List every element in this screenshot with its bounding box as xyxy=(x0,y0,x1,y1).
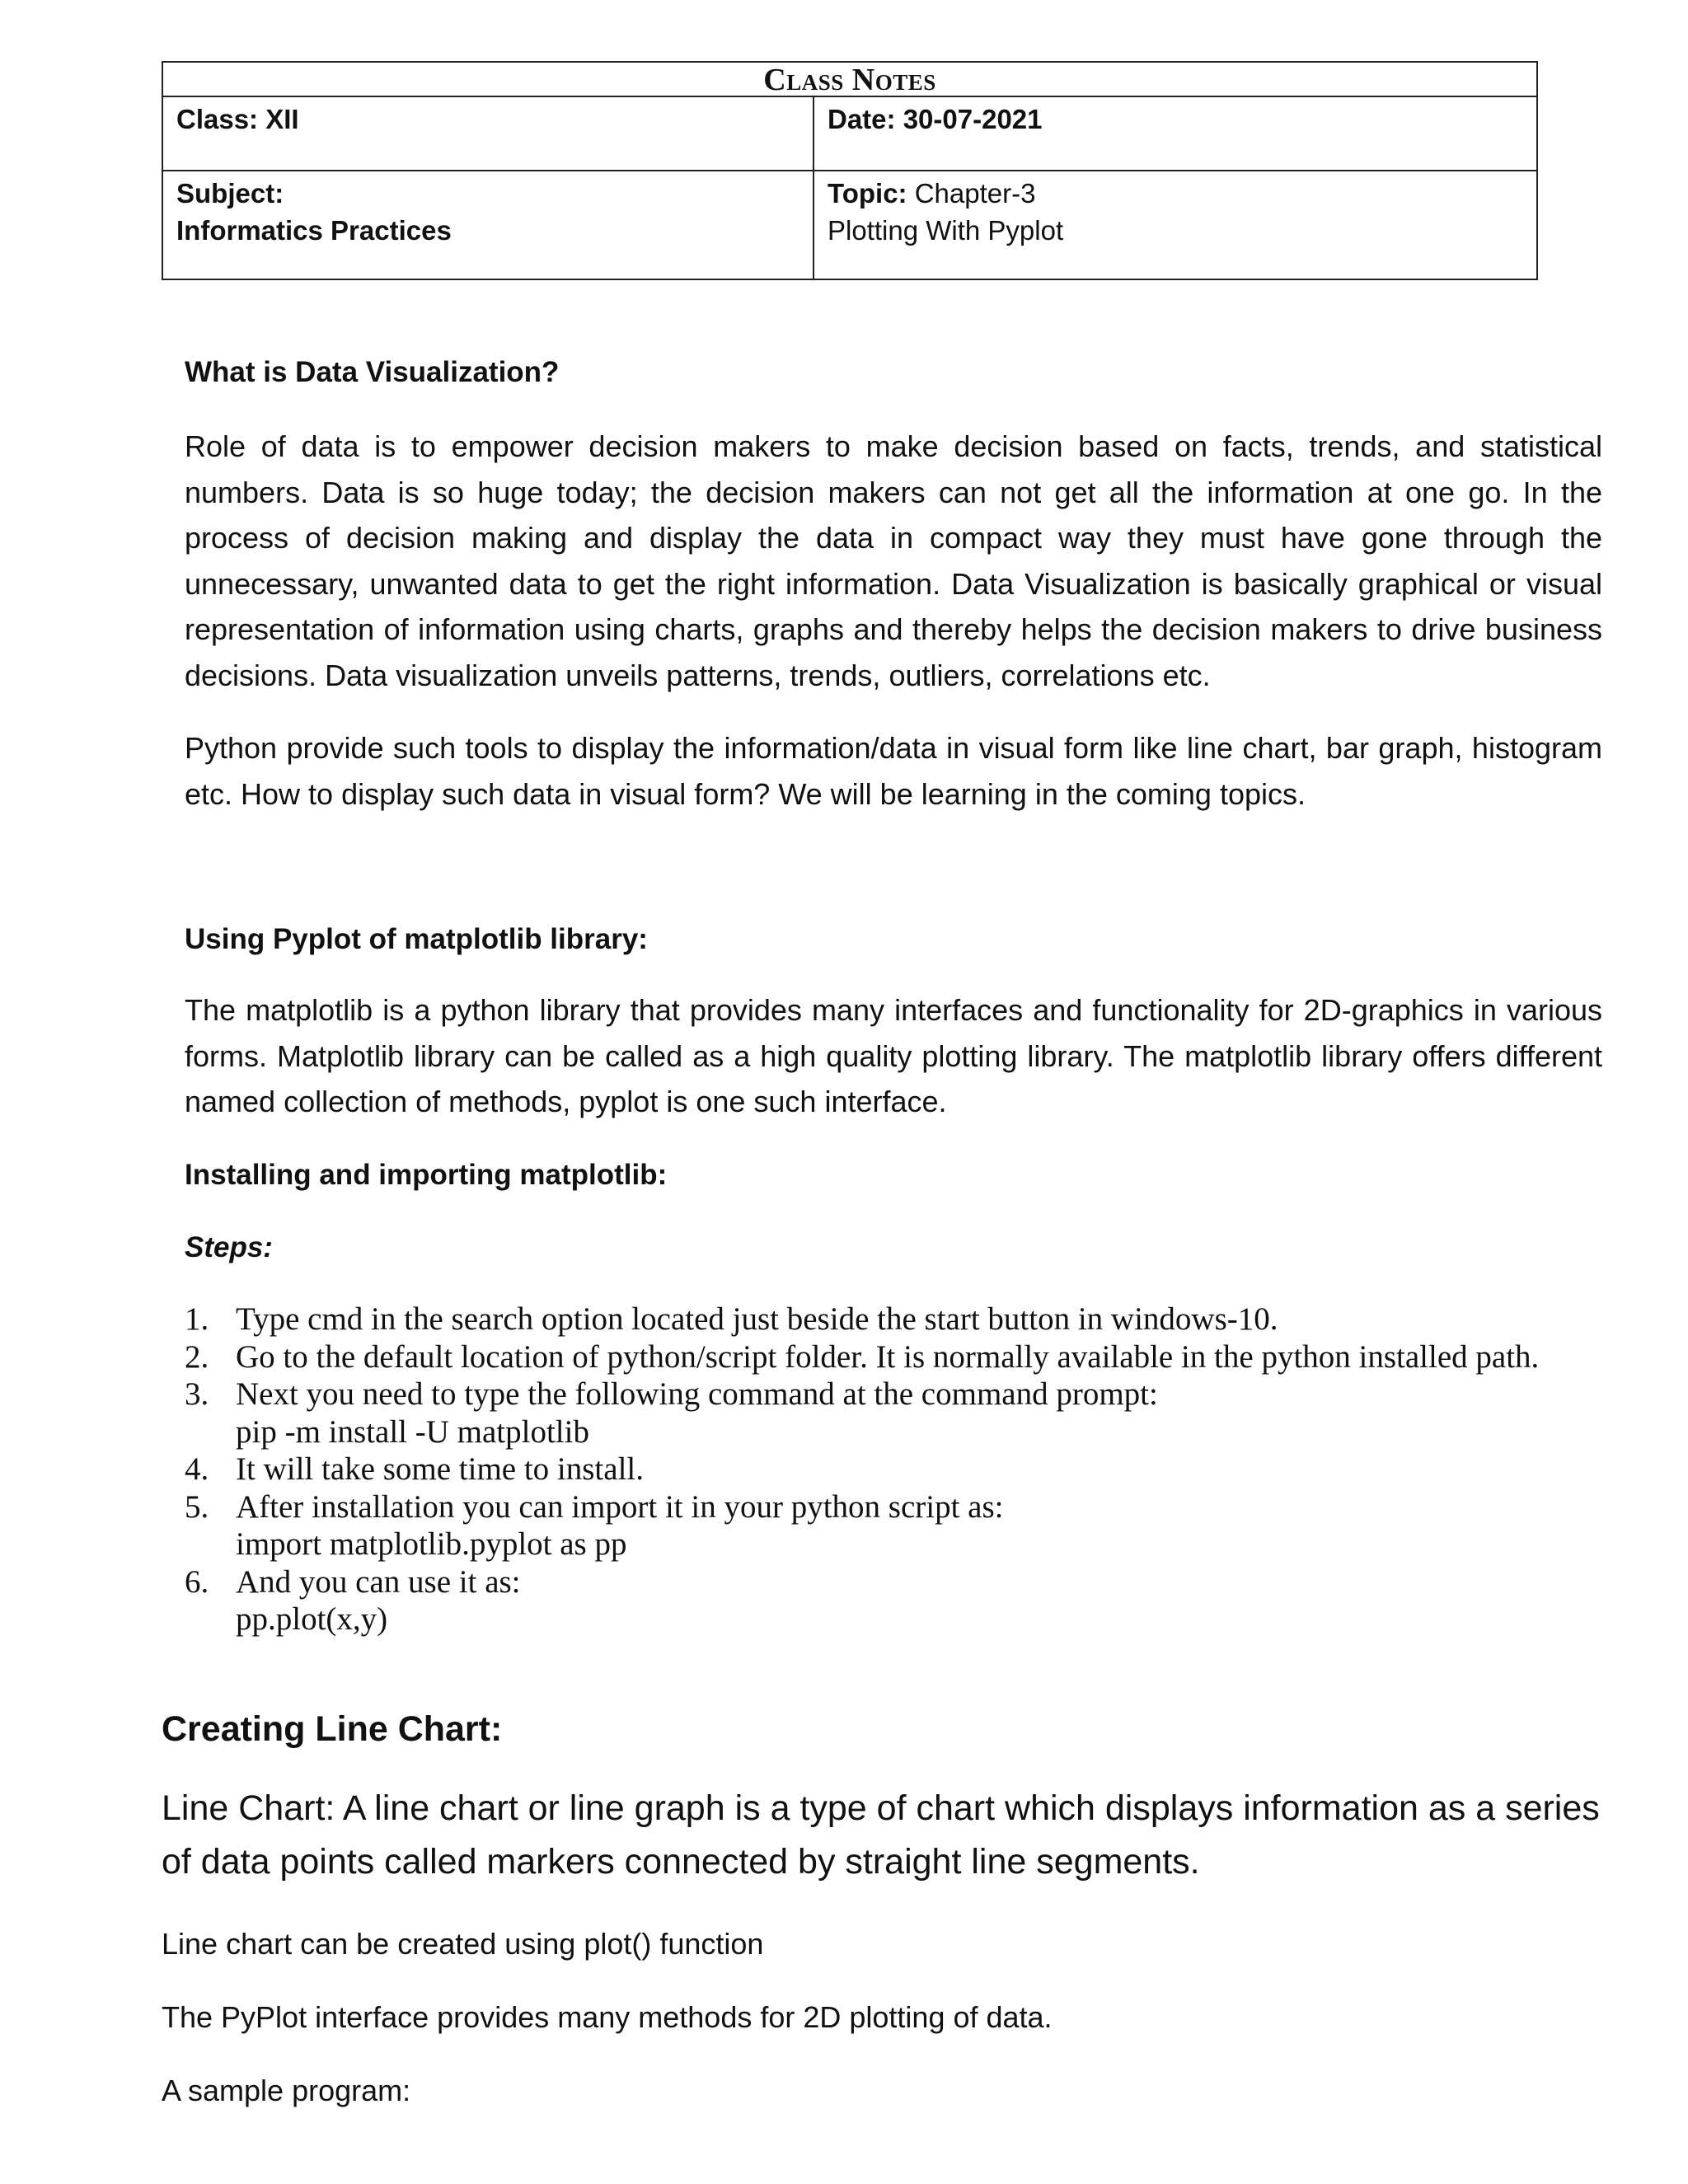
section-heading-pyplot: Using Pyplot of matplotlib library: xyxy=(185,923,648,955)
list-item xyxy=(185,1563,1539,1638)
subject-cell xyxy=(163,171,814,279)
step-number: 2. xyxy=(185,1338,209,1375)
class-label: Class: xyxy=(176,104,259,134)
data-visualization-paragraph: Role of data is to empower decision makers to make decision based on facts, trends, and statistical numbers. Data is so huge today; the decision makers can not get all the information at one go. In the process of decision making and display the data in compact way they must have gone through the unnecessary, unwanted data to get the right information. Data Visualization is basically graphical or visual representation of information using charts, graphs and thereby helps the decision makers to drive business decisions. Data visualization unveils patterns, trends, outliers, correlations etc. xyxy=(185,429,1602,692)
sample-program-label: A sample program: xyxy=(162,2074,411,2107)
step-text: And you can use it as: xyxy=(236,1563,521,1600)
list-item xyxy=(185,1488,1539,1563)
date-label: Date: xyxy=(828,104,896,134)
section-heading-line-chart: Creating Line Chart: xyxy=(162,1709,503,1749)
step-command: pp.plot(x,y) xyxy=(236,1601,388,1637)
step-command: pip -m install -U matplotlib xyxy=(236,1413,589,1450)
pyplot-interface-note: The PyPlot interface provides many methods for 2D plotting of data. xyxy=(162,2000,1053,2034)
class-notes-header-table xyxy=(162,61,1538,280)
step-text: It will take some time to install. xyxy=(236,1451,645,1487)
header-row-subject-topic xyxy=(163,171,1536,279)
list-item xyxy=(185,1451,1539,1488)
installing-heading: Installing and importing matplotlib: xyxy=(185,1159,668,1191)
date-value: 30-07-2021 xyxy=(903,104,1043,134)
section-heading-data-visualization: What is Data Visualization? xyxy=(185,356,560,388)
step-text: After installation you can import it in your python script as: xyxy=(236,1488,1004,1525)
class-cell xyxy=(163,97,814,170)
topic-subtitle: Plotting With Pyplot xyxy=(828,215,1064,246)
subject-label: Subject: xyxy=(176,178,284,209)
step-number: 4. xyxy=(185,1451,209,1487)
list-item xyxy=(185,1338,1539,1376)
step-command: import matplotlib.pyplot as pp xyxy=(236,1526,627,1562)
plot-function-note: Line chart can be created using plot() function xyxy=(162,1927,764,1961)
step-number: 5. xyxy=(185,1488,209,1525)
list-item xyxy=(185,1376,1539,1451)
step-text: Next you need to type the following command at the command prompt: xyxy=(236,1376,1158,1412)
step-text: Type cmd in the search option located just beside the start button in windows-10. xyxy=(236,1301,1278,1337)
topic-label: Topic: xyxy=(828,178,907,209)
topic-cell xyxy=(814,171,1536,279)
step-text: Go to the default location of python/script folder. It is normally available in the python installed path. xyxy=(236,1338,1540,1375)
header-title: Class Notes xyxy=(163,63,1536,97)
python-tools-paragraph: Python provide such tools to display the information/data in visual form like line chart, bar graph, histogram etc. How to display such data in visual form? We will be learning in the coming topics. xyxy=(185,731,1602,811)
steps-label: Steps: xyxy=(185,1231,273,1263)
step-number: 6. xyxy=(185,1563,209,1600)
step-number: 1. xyxy=(185,1301,209,1337)
topic-value: Chapter-3 xyxy=(914,178,1036,209)
line-chart-definition: Line Chart: A line chart or line graph is a type of chart which displays information as a series of data points called markers connected by straight line segments. xyxy=(162,1788,1600,1882)
header-row-class-date xyxy=(163,97,1536,171)
date-cell xyxy=(814,97,1536,170)
step-number: 3. xyxy=(185,1376,209,1412)
list-item xyxy=(185,1301,1539,1338)
subject-value: Informatics Practices xyxy=(176,215,452,246)
class-value: XII xyxy=(265,104,299,134)
install-steps-list xyxy=(185,1301,1539,1638)
matplotlib-paragraph: The matplotlib is a python library that provides many interfaces and functionality for 2D-graphics in various forms. Matplotlib library can be called as a high quality plotting library. The matplotlib library offers different named collection of methods, pyplot is one such interface. xyxy=(185,993,1602,1119)
